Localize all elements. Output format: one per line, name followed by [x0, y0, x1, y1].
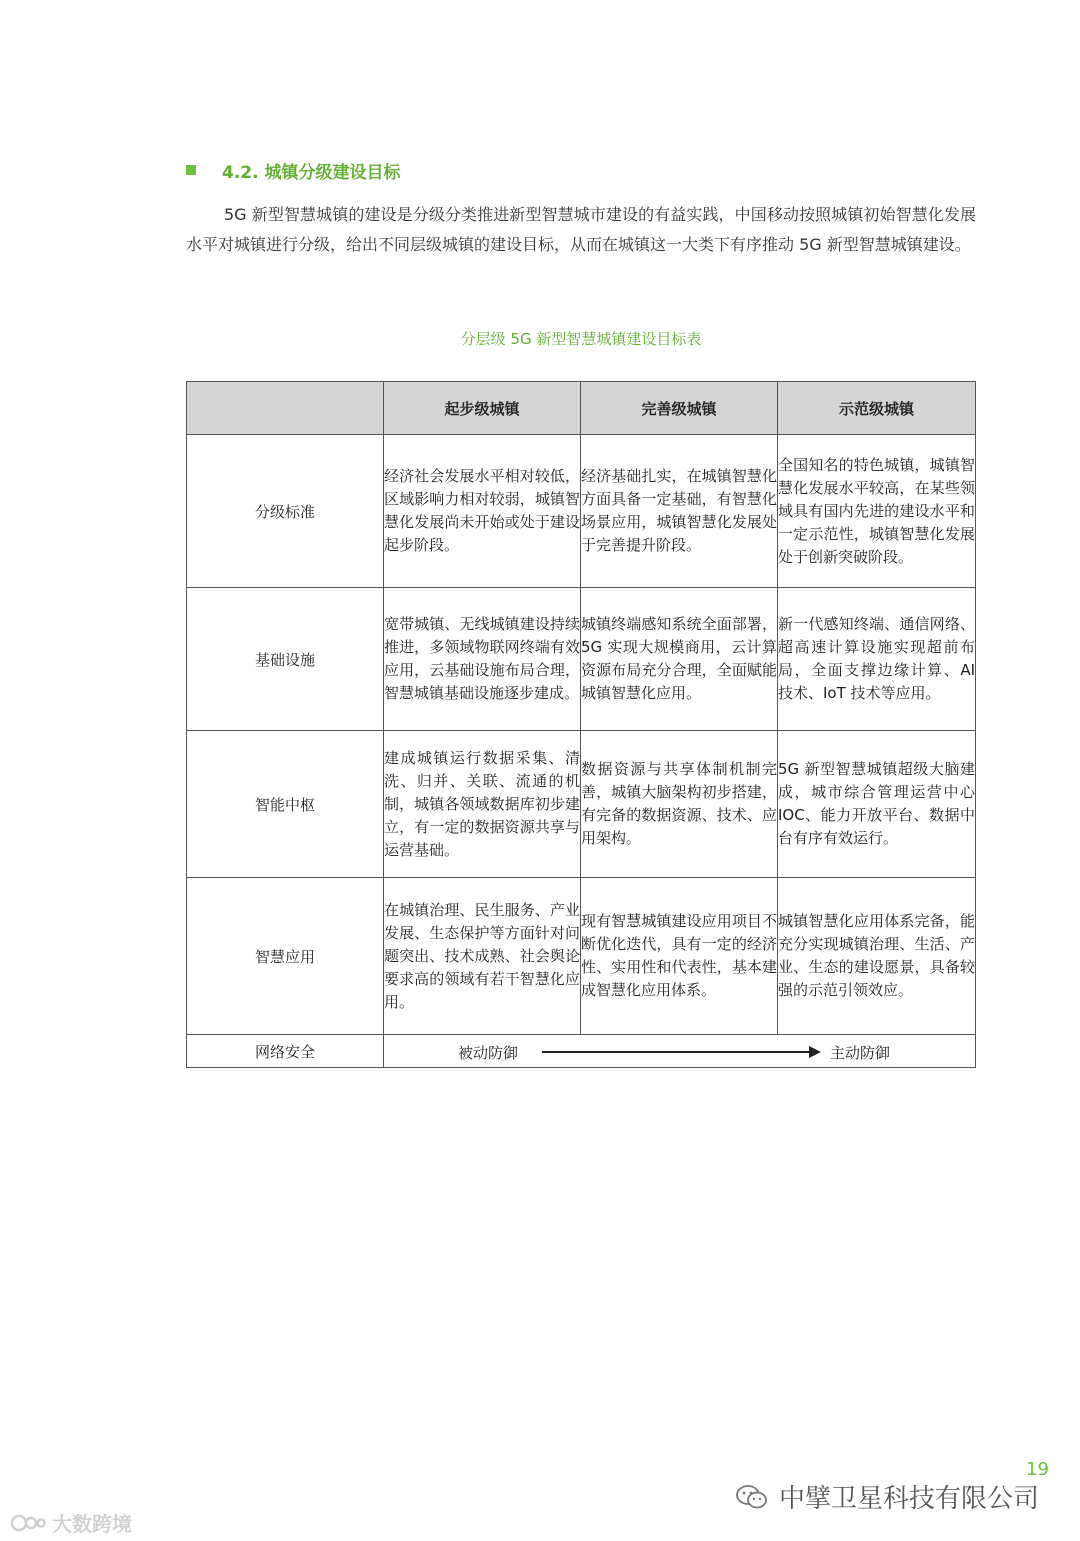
row-dimension: 分级标准	[187, 435, 384, 588]
section-heading	[186, 158, 401, 182]
table-cell: 城镇智慧化应用体系完备，能充分实现城镇治理、生活、产业、生态的建设愿景，具备较强的示范引领效应。	[778, 878, 976, 1035]
goals-table	[186, 381, 976, 1068]
page-number: 19	[1026, 1459, 1049, 1480]
table-cell: 新一代感知终端、通信网络、超高速计算设施实现超前布局，全面支撑边缘计算、AI 技术、IoT 技术等应用。	[778, 588, 976, 731]
table-cell: 现有智慧城镇建设应用项目不断优化迭代，具有一定的经济性、实用性和代表性，基本建成智慧化应用体系。	[581, 878, 778, 1035]
arrow-line	[542, 1051, 812, 1053]
table-caption: 分层级 5G 新型智慧城镇建设目标表	[460, 330, 702, 348]
brand-watermark-text: 大数跨境	[52, 1512, 132, 1536]
row-dimension: 智慧应用	[187, 878, 384, 1035]
network-security-row	[187, 1035, 976, 1068]
table-cell: 城镇终端感知系统全面部署，5G 实现大规模商用，云计算资源布局充分合理，全面赋能城镇智慧化应用。	[581, 588, 778, 731]
row-dimension: 网络安全	[187, 1035, 384, 1068]
header-blank	[187, 382, 384, 435]
table-cell: 经济基础扎实，在城镇智慧化方面具备一定基础，有智慧化场景应用，城镇智慧化发展处于完善提升阶段。	[581, 435, 778, 588]
table-cell: 5G 新型智慧城镇超级大脑建成，城市综合管理运营中心 IOC、能力开放平台、数据中台有序有效运行。	[778, 731, 976, 878]
header-starter-town: 起步级城镇	[384, 382, 581, 435]
wechat-watermark-text: 中擘卫星科技有限公司	[779, 1484, 1040, 1514]
table-cell: 宽带城镇、无线城镇建设持续推进，多领域物联网终端有效应用，云基础设施布局合理，智慧城镇基础设施逐步建成。	[384, 588, 581, 731]
header-improved-town: 完善级城镇	[581, 382, 778, 435]
table-cell: 在城镇治理、民生服务、产业发展、生态保护等方面针对问题突出、技术成熟、社会舆论要求高的领域有若干智慧化应用。	[384, 878, 581, 1035]
wechat-icon	[735, 1484, 769, 1510]
intro-paragraph: 5G 新型智慧城镇的建设是分级分类推进新型智慧城市建设的有益实践，中国移动按照城镇初始智慧化发展水平对城镇进行分级，给出不同层级城镇的建设目标，从而在城镇这一大类下有序推动 5G 新型智慧城镇建设。	[186, 205, 976, 254]
row-dimension: 智能中枢	[187, 731, 384, 878]
passive-defense-label: 被动防御	[458, 1044, 519, 1062]
section-bullet-icon	[186, 165, 196, 175]
table-row	[187, 731, 976, 878]
row-dimension: 基础设施	[187, 588, 384, 731]
header-model-town: 示范级城镇	[778, 382, 976, 435]
brand-logo-icon	[10, 1512, 46, 1534]
table-row	[187, 435, 976, 588]
brand-watermark	[10, 1508, 132, 1537]
active-defense-label: 主动防御	[830, 1044, 891, 1062]
arrow-right-icon	[809, 1046, 821, 1058]
wechat-watermark	[735, 1478, 1039, 1515]
table-cell: 建成城镇运行数据采集、清洗、归并、关联、流通的机制，城镇各领域数据库初步建立，有一定的数据资源共享与运营基础。	[384, 731, 581, 878]
table-row	[187, 878, 976, 1035]
table-row	[187, 588, 976, 731]
table-cell: 数据资源与共享体制机制完善，城镇大脑架构初步搭建，有完备的数据资源、技术、应用架构。	[581, 731, 778, 878]
table-cell: 全国知名的特色城镇，城镇智慧化发展水平较高，在某些领域具有国内先进的建设水平和一定示范性，城镇智慧化发展处于创新突破阶段。	[778, 435, 976, 588]
section-title: 4.2. 城镇分级建设目标	[222, 162, 401, 183]
table-cell: 经济社会发展水平相对较低，区域影响力相对较弱，城镇智慧化发展尚未开始或处于建设起步阶段。	[384, 435, 581, 588]
table-header-row	[187, 382, 976, 435]
network-security-progression	[384, 1035, 976, 1068]
